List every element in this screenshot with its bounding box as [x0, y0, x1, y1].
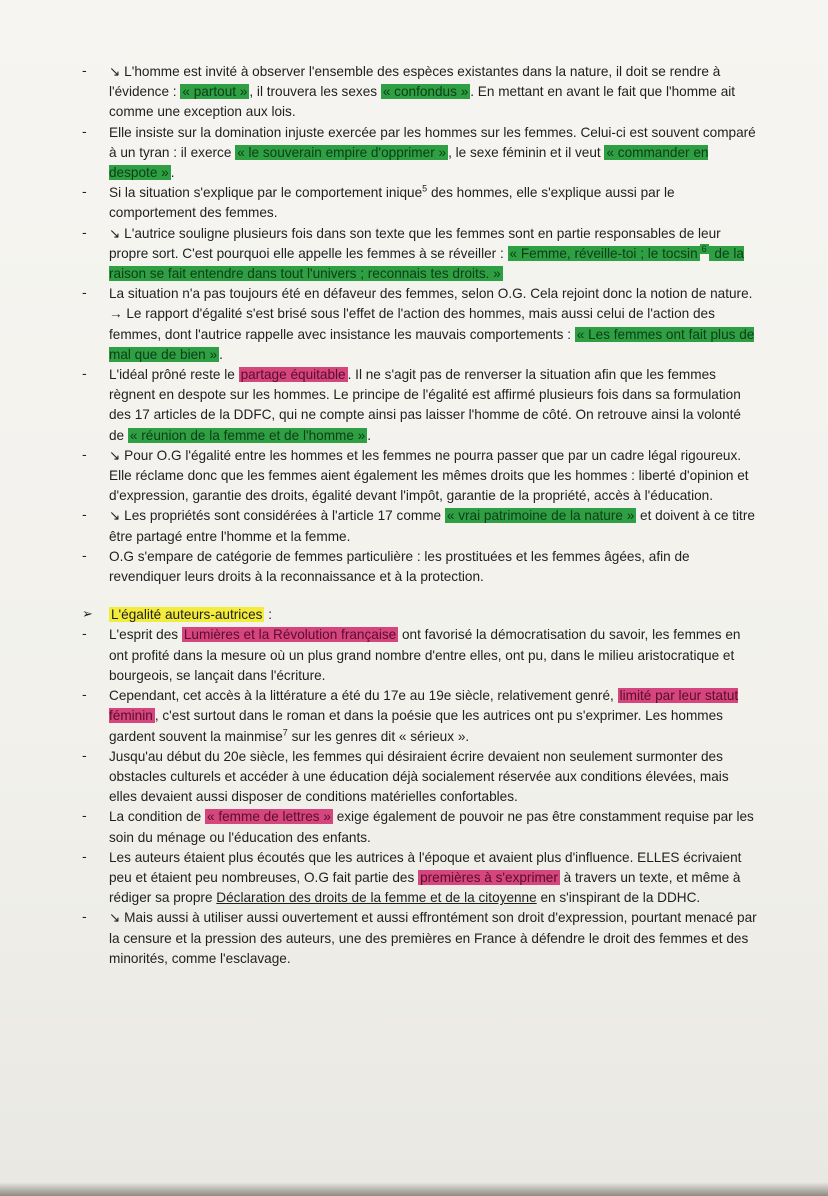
section-gap: [82, 587, 757, 605]
bullet-item: [82, 62, 757, 123]
item-text: [109, 183, 757, 223]
footnote-marker: 7: [282, 726, 288, 737]
text-run: sur les genres dit « sérieux ».: [287, 728, 470, 744]
dash-bullet: -: [82, 64, 87, 79]
text-run: exige également de pouvoir ne pas être constamment requise par les soin du ménage ou l'éducation des enfants.: [109, 809, 754, 845]
item-text: [109, 807, 757, 847]
text-run: Les auteurs étaient plus écoutés que les autrices à l'époque et avaient plus d'influence. ELLES écrivaient peu et étaient peu nombreuses, O.G fait partie des: [109, 849, 742, 885]
item-text: [109, 605, 757, 625]
bullet-item: [82, 747, 757, 808]
item-text: [109, 506, 757, 546]
dash-bullet: -: [82, 286, 87, 302]
text-run: ↘ L'homme est invité à observer l'ensemble des espèces existantes dans la nature, il doit se rendre à l'évidence :: [109, 64, 721, 100]
text-run: O.G s'empare de catégorie de femmes particulière : les prostituées et les femmes âgées, afin de revendiquer leurs droits à la reconnaissance et à la protection.: [109, 548, 690, 585]
arrow-bullet-icon: ➢: [82, 607, 93, 623]
item-text: [109, 224, 757, 285]
dash-bullet: -: [82, 548, 87, 564]
item-text: [109, 123, 757, 184]
dash-bullet: -: [82, 849, 87, 865]
text-run: ↘ Mais aussi à utiliser aussi ouvertement et aussi effrontément son droit d'expression, pourtant menacé par la censure et la pression des auteurs, une des premières en France à défendre le droit des femmes et des minorités, comme l'esclavage.: [109, 910, 757, 966]
text-run: à travers un texte, et même à rédiger sa propre: [109, 869, 741, 906]
text-run: Elle insiste sur la domination injuste exercée par les hommes sur les femmes. Celui-ci est souvent comparé à un tyran : il exerce: [109, 124, 756, 160]
text-run: .: [170, 165, 175, 181]
text-run: . En mettant en avant le fait que l'homme ait comme une exception aux lois.: [109, 84, 736, 120]
yellow-highlight-heading: L'égalité auteurs-autrices: [111, 607, 263, 623]
green-highlight-quote: « confondus »: [382, 84, 469, 100]
text-run: en s'inspirant de la DDHC.: [536, 890, 701, 906]
green-highlight-quote: « réunion de la femme et de l'homme »: [129, 427, 366, 443]
dash-bullet: -: [82, 748, 87, 764]
green-highlight-quote: « Femme, réveille-toi ; le tocsin: [509, 245, 698, 261]
text-run: La condition de: [109, 809, 205, 825]
bullet-item: [82, 123, 757, 184]
bullet-item: [82, 848, 757, 909]
text-run: .: [219, 346, 223, 362]
bullet-item: [82, 908, 757, 969]
text-run: ↘ L'autrice souligne plusieurs fois dans son texte que les femmes sont en partie responsables de leur propre sort. C'est pourquoi elle appelle les femmes à se réveiller :: [109, 225, 721, 261]
bullet-item: [82, 446, 757, 507]
item-text: [109, 625, 757, 686]
footnote-marker: 6: [701, 244, 707, 255]
dash-bullet: -: [82, 508, 87, 524]
text-run: et doivent à ce titre être partagé entre l'homme et la femme.: [109, 508, 755, 544]
pink-highlight: premières à s'exprimer: [420, 869, 558, 885]
underlined-title: Déclaration des droits de la femme et de la citoyenne: [216, 890, 537, 906]
text-run: Jusqu'au début du 20e siècle, les femmes qui désiraient écrire devaient non seulement surmonter des obstacles culturels et accéder à une éducation déjà socialement réservée aux conditions élevées, mais elles devaient aussi disposer de conditions matérielles confortables.: [109, 748, 729, 805]
bullet-item: [82, 224, 757, 285]
text-run: , le sexe féminin et il veut: [448, 144, 605, 160]
dash-bullet: -: [82, 447, 87, 463]
dash-bullet: -: [82, 688, 87, 704]
item-text: [109, 686, 757, 747]
green-highlight-quote: « vrai patrimoine de la nature »: [446, 508, 635, 524]
dash-bullet: -: [82, 627, 87, 643]
text-run: L'idéal prôné reste le: [109, 367, 239, 383]
text-run: L'esprit des: [109, 627, 182, 643]
footnote-marker: 5: [422, 183, 428, 194]
dash-bullet: -: [82, 809, 87, 825]
text-run: ↘ Les propriétés sont considérées à l'article 17 comme: [109, 508, 445, 524]
green-highlight-quote: « le souverain empire d'opprimer »: [237, 144, 447, 160]
item-text: [109, 848, 757, 909]
section-heading: [82, 605, 757, 625]
section-authors-equality: [82, 605, 757, 969]
bullet-item: [82, 183, 757, 223]
text-run: La situation n'a pas toujours été en défaveur des femmes, selon O.G. Cela rejoint donc la notion de nature. → Le rapport d'égalité s'est brisé sous l'effet de l'action des hommes, mais aussi celui de l'action des femmes, dont l'autrice rappelle avec insistance les mauvais comportements :: [109, 286, 753, 342]
item-text: [109, 908, 757, 969]
item-text: [109, 365, 757, 446]
text-run: ↘ Pour O.G l'égalité entre les hommes et les femmes ne pourra passer que par un cadre légal rigoureux. Elle réclame donc que les femmes aient également les mêmes droits que les hommes : liberté d'opinion et d'expression, garantie des droits, égalité devant l'impôt, garantie de la propriété, accès à l'éducation.: [109, 447, 749, 504]
bullet-item: [82, 506, 757, 546]
item-text: [109, 62, 757, 123]
green-highlight-quote: « partout »: [182, 84, 248, 100]
dash-bullet: -: [82, 367, 87, 383]
bullet-item: [82, 547, 757, 587]
document-body: [82, 62, 757, 969]
bullet-item: [82, 365, 757, 446]
green-highlight-quote: de la raison se fait entendre dans tout l'univers ; reconnais tes droits. »: [109, 245, 744, 282]
text-run: ont favorisé la démocratisation du savoir, les femmes en ont profité dans la mesure où un plus grand nombre d'entre elles, ont pu, dans le milieu aristocratique et bourgeois, se lançait dans l'écriture.: [109, 627, 741, 683]
item-text: [109, 547, 757, 587]
text-run: , il trouvera les sexes: [249, 84, 381, 100]
dash-bullet: -: [82, 910, 87, 926]
bullet-item: [82, 284, 757, 365]
text-run: , c'est surtout dans le roman et dans la poésie que les autrices ont pu s'exprimer. Les hommes gardent souvent la mainmise: [109, 708, 723, 744]
dash-bullet: -: [82, 185, 87, 201]
pink-highlight: partage équitable: [240, 367, 346, 383]
text-run: Si la situation s'explique par le comportement inique: [109, 185, 423, 201]
pink-highlight: « femme de lettres »: [207, 809, 331, 825]
bullet-item: [82, 625, 757, 686]
text-run: des hommes, elle s'explique aussi par le comportement des femmes.: [109, 185, 675, 221]
green-highlight-quote: « commander en despote »: [109, 144, 709, 181]
item-text: [109, 284, 757, 365]
scan-shadow: [0, 1182, 828, 1196]
pink-highlight: limité par leur statut féminin: [109, 688, 739, 724]
item-text: [109, 446, 757, 507]
text-run: .: [367, 427, 372, 443]
dash-bullet: -: [82, 225, 87, 241]
green-highlight-quote: « Les femmes ont fait plus de mal que de bien »: [109, 326, 755, 362]
bullet-item: [82, 686, 757, 747]
dash-bullet: -: [82, 124, 87, 140]
section-nature-equality: [82, 62, 757, 587]
item-text: [109, 747, 757, 808]
pink-highlight: Lumières et la Révolution française: [183, 627, 397, 643]
text-run: . Il ne s'agit pas de renverser la situation afin que les femmes règnent en despote sur les hommes. Le principe de l'égalité est affirmé plusieurs fois dans sa formulation des 17 articles de la DDFC, qui ne compte ainsi pas laisser l'homme de côté. On retrouve ainsi la volonté de: [109, 367, 741, 443]
text-run: :: [264, 607, 273, 623]
text-run: Cependant, cet accès à la littérature a été du 17e au 19e siècle, relativement genré,: [109, 688, 618, 704]
bullet-item: [82, 807, 757, 847]
